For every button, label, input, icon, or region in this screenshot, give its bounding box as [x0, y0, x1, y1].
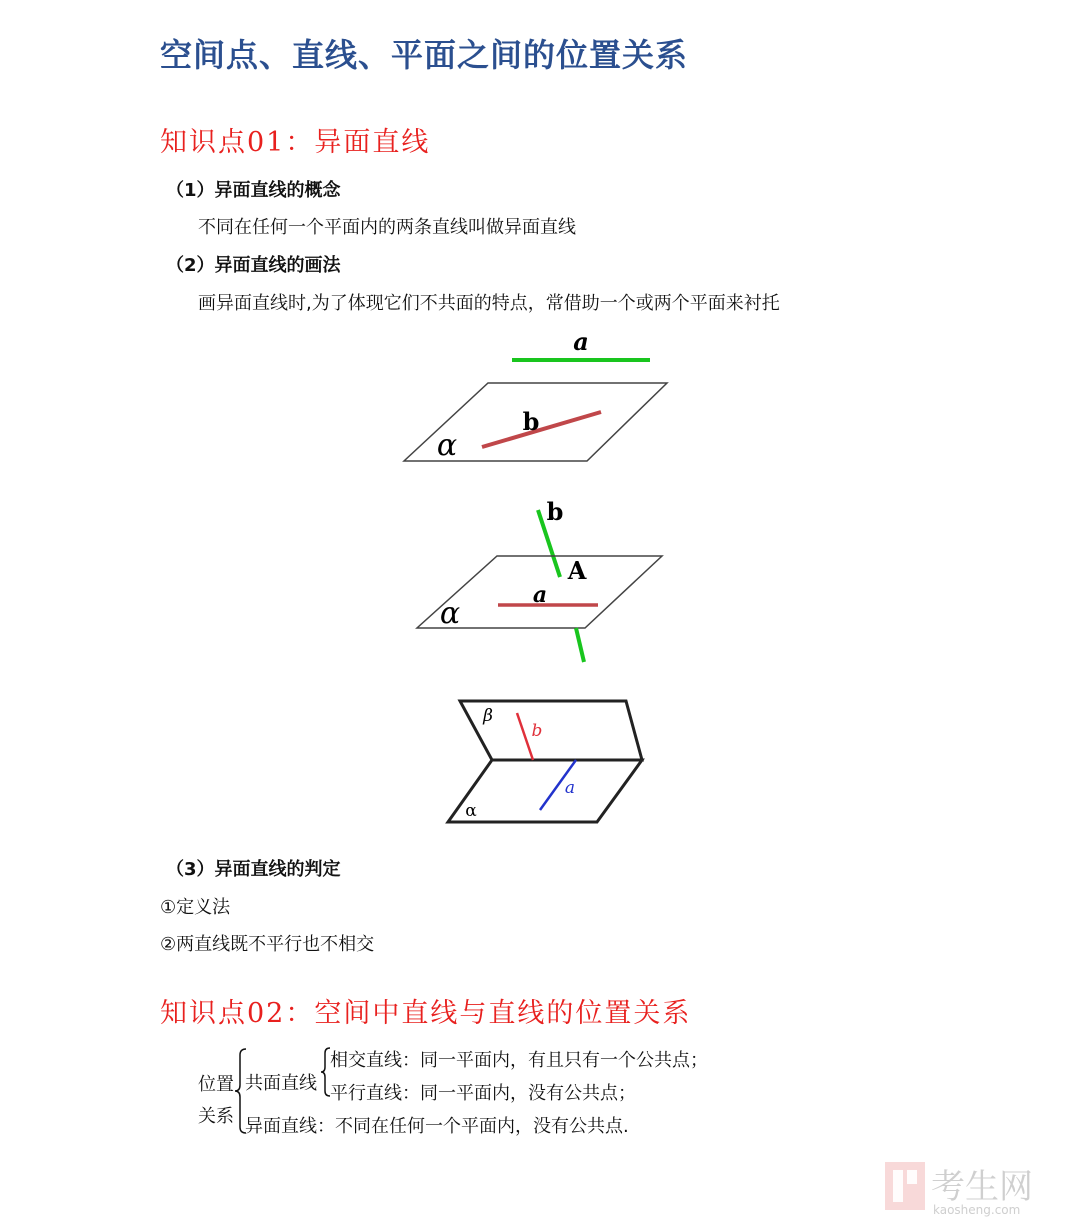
tree-coplanar: 共面直线 — [245, 1073, 317, 1094]
judgment-item-2: ②两直线既不平行也不相交 — [160, 934, 375, 955]
line-b — [482, 412, 601, 447]
subheading-drawing: （2）异面直线的画法 — [166, 255, 341, 276]
tree-root-label-line2: 关系 — [198, 1106, 234, 1127]
line-b-lower — [576, 628, 584, 662]
figure-skew-lines-2 — [410, 495, 675, 670]
label-a: a — [564, 778, 576, 798]
tree-root-label-line1: 位置 — [198, 1074, 234, 1095]
subheading-judgment: （3）异面直线的判定 — [166, 859, 341, 880]
plane-alpha — [448, 760, 642, 822]
section-heading-kp1: 知识点01：异面直线 — [160, 127, 431, 158]
page-title: 空间点、直线、平面之间的位置关系 — [160, 36, 689, 74]
label-a: a — [532, 582, 548, 608]
tree-skew: 异面直线：不同在任何一个平面内，没有公共点. — [245, 1116, 629, 1137]
judgment-item-1: ①定义法 — [160, 897, 231, 918]
label-alpha: α — [436, 428, 458, 463]
label-alpha: α — [465, 801, 477, 821]
label-b: b — [522, 407, 540, 436]
label-a: a — [573, 327, 589, 356]
watermark-logo — [881, 1158, 1056, 1222]
tree-parallel: 平行直线：同一平面内，没有公共点； — [330, 1083, 636, 1104]
label-b: b — [531, 721, 543, 741]
subheading-concept: （1）异面直线的概念 — [166, 180, 341, 201]
tree-intersecting: 相交直线：同一平面内，有且只有一个公共点； — [330, 1050, 708, 1071]
drawing-text: 画异面直线时,为了体现它们不共面的特点，常借助一个或两个平面来衬托 — [198, 293, 780, 314]
watermark-url: kaosheng.com — [933, 1203, 1021, 1217]
label-point-A: A — [567, 556, 587, 585]
figure-skew-lines-3 — [440, 693, 650, 828]
label-b: b — [546, 497, 564, 526]
watermark-text: 考生网 — [931, 1167, 1033, 1207]
section-heading-kp2: 知识点02：空间中直线与直线的位置关系 — [160, 998, 692, 1029]
watermark-mark-icon — [885, 1162, 925, 1210]
label-beta: β — [483, 706, 493, 726]
concept-text: 不同在任何一个平面内的两条直线叫做异面直线 — [198, 217, 576, 238]
figure-skew-lines-1 — [395, 325, 680, 470]
label-alpha: α — [439, 596, 461, 631]
